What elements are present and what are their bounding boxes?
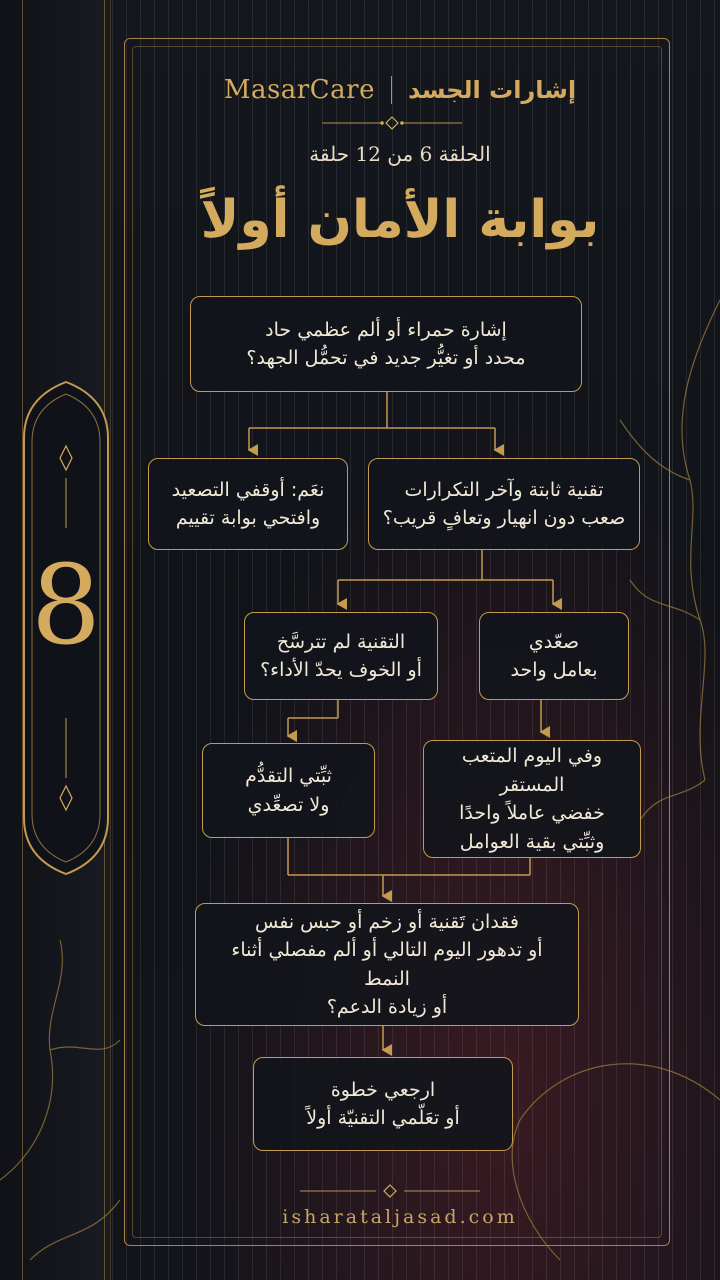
tired-day-box: [423, 740, 641, 858]
stop-escalation-line2: وافتحي بوابة تقييم: [175, 507, 321, 529]
step-number: 8: [31, 541, 101, 669]
question-technique-stable: [368, 458, 640, 550]
progress-line1: صعّدي: [528, 630, 580, 653]
hold-progress-box: [202, 743, 375, 838]
stop-escalation-box: [148, 458, 348, 550]
brand-name-en: MasarCare: [223, 75, 375, 105]
question-red-flag: [190, 296, 582, 392]
progress-line2: بعامل واحد: [510, 659, 598, 681]
brand-name-ar: إشارات الجسد: [407, 76, 577, 104]
tired-day-line1: وفي اليوم المتعب المستقر: [461, 745, 603, 796]
progress-one-factor-box: [479, 612, 629, 700]
episode-label: الحلقة 6 من 12 حلقة: [309, 142, 491, 166]
footer-ornament-icon: [300, 1184, 480, 1198]
not-settled-line2: أو الخوف يحدّ الأداء؟: [260, 659, 422, 681]
loss-signs-line2: أو تدهور اليوم التالي أو ألم مفصلي أثناء النمط: [231, 939, 543, 990]
stop-escalation-line1: نعَم: أوقفي التصعيد: [171, 478, 325, 501]
page-title: بوابة الأمان أولاً: [200, 190, 600, 250]
not-settled-line1: التقنية لم تترسَّخ: [276, 630, 406, 653]
tired-day-line3: وثبِّتي بقية العوامل: [459, 830, 605, 853]
question-red-flag-line2: محدد أو تغيُّر جديد في تحمُّل الجهد؟: [246, 347, 526, 369]
step-back-line1: ارجعي خطوة: [330, 1078, 436, 1101]
step-back-line2: أو تعَلّمي التقنيّة أولاً: [306, 1107, 460, 1129]
question-red-flag-line1: إشارة حمراء أو ألم عظمي حاد: [265, 318, 507, 341]
hold-line2: ولا تصعِّدي: [247, 793, 330, 816]
step-back-box: [253, 1057, 513, 1151]
question-loss-signs: [195, 903, 579, 1026]
loss-signs-line1: فقدان تَقنية أو زخم أو حبس نفس: [255, 910, 519, 933]
hold-line1: ثبِّتي التقدُّم: [245, 765, 332, 787]
loss-signs-line3: أو زيادة الدعم؟: [326, 996, 448, 1018]
tired-day-line2: خفضي عاملاً واحدًا: [459, 802, 605, 824]
technique-not-settled-box: [244, 612, 438, 700]
question-technique-line2: صعب دون انهيار وتعافٍ قريب؟: [382, 507, 626, 529]
question-technique-line1: تقنية ثابتة وآخر التكرارات: [404, 478, 604, 501]
website-url: isharataljasad.com: [282, 1206, 518, 1228]
